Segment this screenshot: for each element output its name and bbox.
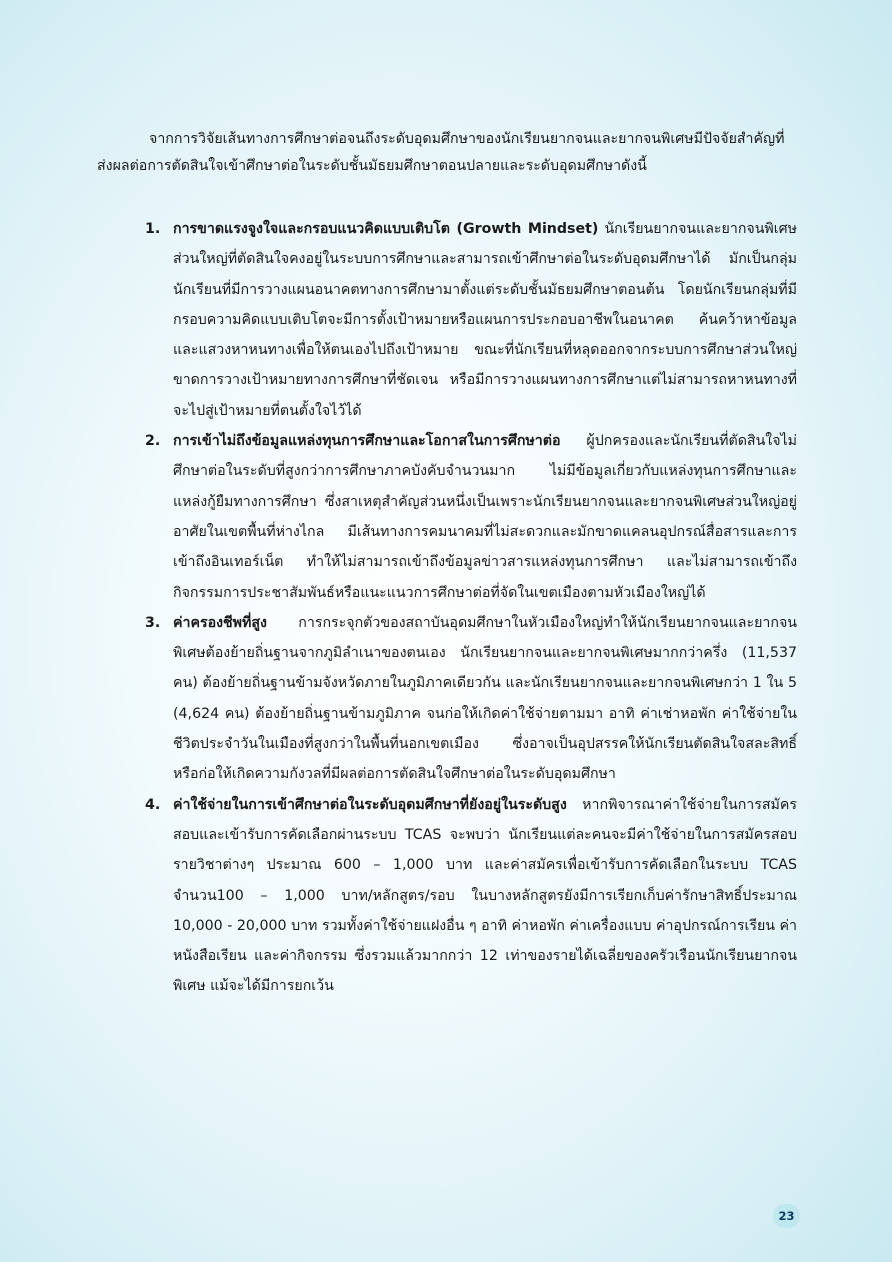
factor-item-4 <box>145 790 797 1002</box>
factor-number: 1. <box>145 221 161 237</box>
factor-body: นักเรียนยากจนและยากจนพิเศษส่วนใหญ่ที่ตัดสินใจคงอยู่ในระบบการศึกษาและสามารถเข้าศึกษาต่อในระดับอุดมศึกษาได้ มักเป็นกลุ่มนักเรียนที่มีการวางแผนอนาคตทางการศึกษามาตั้งแต่ระดับชั้นมัธยมศึกษาตอนต้น โดยนักเรียนกลุ่มที่มีกรอบความคิดแบบเติบโตจะมีการตั้งเป้าหมายหรือแผนการประกอบอาชีพในอนาคต ค้นคว้าหาข้อมูลและแสวงหาหนทางเพื่อให้ตนเองไปถึงเป้าหมาย ขณะที่นักเรียนที่หลุดออกจากระบบการศึกษาส่วนใหญ่ขาดการวางเป้าหมายทางการศึกษาที่ชัดเจน หรือมีการวางแผนทางการศึกษาแต่ไม่สามารถหาหนทางที่จะไปสู่เป้าหมายที่ตนตั้งใจไว้ได้ <box>173 221 797 419</box>
factor-heading: ค่าครองชีพที่สูง <box>173 614 267 631</box>
factor-item-2 <box>145 426 797 608</box>
intro-paragraph: จากการวิจัยเส้นทางการศึกษาต่อจนถึงระดับอุดมศึกษาของนักเรียนยากจนและยากจนพิเศษมีปัจจัยสำคัญที่ส่งผลต่อการตัดสินใจเข้าศึกษาต่อในระดับชั้นมัธยมศึกษาตอนปลายและระดับอุดมศึกษาดังนี้ <box>97 131 785 174</box>
factor-number: 3. <box>145 614 161 631</box>
factor-body: ผู้ปกครองและนักเรียนที่ตัดสินใจไม่ศึกษาต่อในระดับที่สูงกว่าการศึกษาภาคบังคับจำนวนมาก ไม่มีข้อมูลเกี่ยวกับแหล่งทุนการศึกษาและแหล่งกู้ยืมทางการศึกษา ซึ่งสาเหตุสำคัญส่วนหนึ่งเป็นเพราะนักเรียนยากจนและยากจนพิเศษส่วนใหญ่อยู่อาศัยในเขตพื้นที่ห่างไกล มีเส้นทางการคมนาคมที่ไม่สะดวกและมักขาดแคลนอุปกรณ์สื่อสารและการเข้าถึงอินเทอร์เน็ต ทำให้ไม่สามารถเข้าถึงข้อมูลข่าวสารแหล่งทุนการศึกษา และไม่สามารถเข้าถึงกิจกรรมการประชาสัมพันธ์หรือแนะแนวการศึกษาต่อที่จัดในเขตเมืองตามหัวเมืองใหญ่ได้ <box>173 433 797 601</box>
factor-heading: ค่าใช้จ่ายในการเข้าศึกษาต่อในระดับอุดมศึกษาที่ยังอยู่ในระดับสูง <box>173 796 567 813</box>
factor-body: การกระจุกตัวของสถาบันอุดมศึกษาในหัวเมืองใหญ่ทำให้นักเรียนยากจนและยากจนพิเศษต้องย้ายถิ่นฐานจากภูมิลำเนาของตนเอง นักเรียนยากจนและยากจนพิเศษมากกว่าครึ่ง (11,537 คน) ต้องย้ายถิ่นฐานข้ามจังหวัดภายในภูมิภาคเดียวกัน และนักเรียนยากจนและยากจนพิเศษกว่า 1 ใน 5 (4,624 คน) ต้องย้ายถิ่นฐานข้ามภูมิภาค จนก่อให้เกิดค่าใช้จ่ายตามมา อาทิ ค่าเช่าหอพัก ค่าใช้จ่ายในชีวิตประจำวันในเมืองที่สูงกว่าในพื้นที่นอกเขตเมือง ซึ่งอาจเป็นอุปสรรคให้นักเรียนตัดสินใจสละสิทธิ์ หรือก่อให้เกิดความกังวลที่มีผลต่อการตัดสินใจศึกษาต่อในระดับอุดมศึกษา <box>173 614 797 783</box>
factor-heading: การขาดแรงจูงใจและกรอบแนวคิดแบบเติบโต (Growth Mindset) <box>173 221 599 237</box>
factor-item-1 <box>145 214 797 426</box>
factor-heading: การเข้าไม่ถึงข้อมูลแหล่งทุนการศึกษาและโอกาสในการศึกษาต่อ <box>173 433 561 450</box>
factor-item-3 <box>145 608 797 790</box>
factor-number: 2. <box>145 433 161 450</box>
factor-list <box>145 214 797 1002</box>
factor-number: 4. <box>145 796 161 813</box>
factor-body: หากพิจารณาค่าใช้จ่ายในการสมัครสอบและเข้ารับการคัดเลือกผ่านระบบ TCAS จะพบว่า นักเรียนแต่ละคนจะมีค่าใช้จ่ายในการสมัครสอบรายวิชาต่างๆ ประมาณ 600 – 1,000 บาท และค่าสมัครเพื่อเข้ารับการคัดเลือกในระบบ TCAS จำนวน100 – 1,000 บาท/หลักสูตร/รอบ ในบางหลักสูตรยังมีการเรียกเก็บค่ารักษาสิทธิ์ประมาณ 10,000 - 20,000 บาท รวมทั้งค่าใช้จ่ายแฝงอื่น ๆ อาทิ ค่าหอพัก ค่าเครื่องแบบ ค่าอุปกรณ์การเรียน ค่าหนังสือเรียน และค่ากิจกรรม ซึ่งรวมแล้วมากกว่า 12 เท่าของรายได้เฉลี่ยของครัวเรือนนักเรียนยากจนพิเศษ แม้จะได้มีการยกเว้น <box>173 796 797 995</box>
page-number-badge: 23 <box>773 1204 800 1228</box>
